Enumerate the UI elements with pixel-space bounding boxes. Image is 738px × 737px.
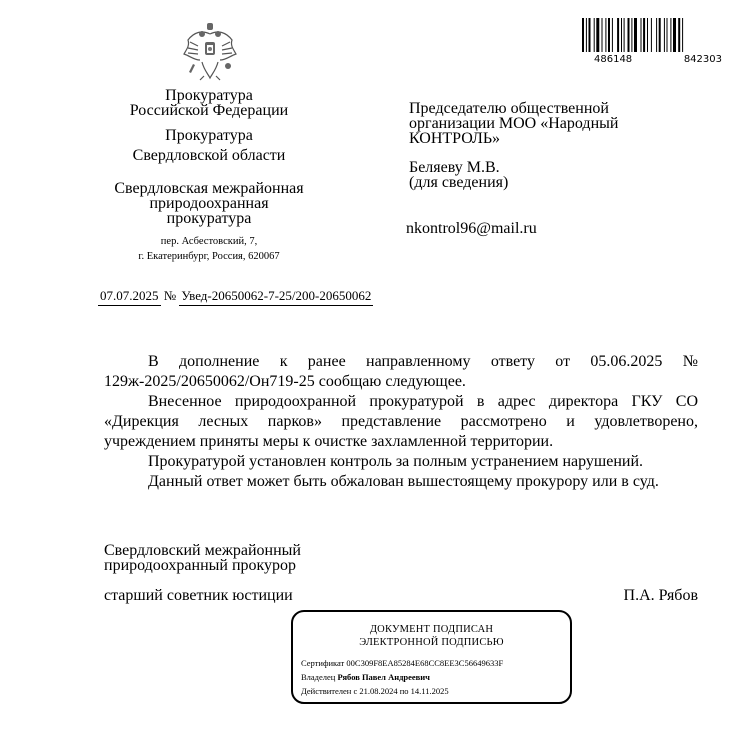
barcode-bar: [589, 18, 591, 52]
valid-from-label: с: [353, 686, 358, 696]
barcode-bar: [643, 18, 645, 52]
barcode-bar: [659, 18, 661, 52]
recipient-line: Председателю общественной: [409, 100, 609, 117]
valid-to: 14.11.2025: [410, 686, 449, 696]
recipient-name: Беляеву М.В.: [409, 159, 500, 176]
registration-date: 07.07.2025: [98, 288, 161, 306]
recipient-line: КОНТРОЛЬ»: [409, 130, 501, 147]
barcode-bar: [641, 18, 642, 52]
recipient-note: (для сведения): [409, 174, 509, 191]
barcode-bar: [617, 18, 619, 52]
sender-org-2: [98, 128, 320, 163]
barcode-bar: [656, 18, 657, 52]
signatory-name: П.А. Рябов: [623, 587, 698, 604]
barcode-bar: [647, 18, 648, 52]
address-line: г. Екатеринбург, Россия, 620067: [138, 251, 280, 262]
body-paragraph: В дополнение к ранее направленному ответу от 05.06.2025 № 129ж-2025/20650062/Он719-25 сообщаю следующее.: [104, 353, 698, 390]
registration-number: Увед-20650062-7-25/200-20650062: [179, 288, 373, 306]
valid-to-label: по: [399, 686, 409, 696]
valid-from: 21.08.2024: [359, 686, 398, 696]
signatory-position: [104, 543, 301, 573]
barcode-bar: [586, 18, 587, 52]
sender-line: прокуратура: [166, 210, 252, 227]
address-line: пер. Асбестовский, 7,: [160, 236, 258, 247]
number-sign: №: [163, 288, 177, 303]
stamp-title: [293, 623, 570, 649]
sender-line: Прокуратура: [165, 87, 253, 104]
electronic-signature-stamp: [291, 610, 572, 704]
barcode-bar: [651, 18, 652, 52]
barcode-bar: [682, 18, 683, 52]
stamp-validity: [301, 684, 570, 698]
valid-label: Действителен: [301, 686, 352, 696]
owner-label: Владелец: [301, 672, 336, 682]
registration-line: [98, 288, 373, 306]
body-paragraph: Данный ответ может быть обжалован вышестоящему прокурору или в суд.: [148, 473, 659, 490]
letter-body: [104, 352, 698, 492]
barcode-bar: [621, 18, 622, 52]
recipient-org: [409, 101, 709, 146]
sender-line: Свердловской области: [132, 147, 286, 164]
stamp-title-line: ДОКУМЕНТ ПОДПИСАН: [369, 624, 494, 635]
russian-coat-of-arms-icon: [180, 20, 240, 82]
barcode-digits-right: 842303: [683, 54, 722, 65]
recipient-line: организации МОО «Народный: [409, 115, 619, 132]
barcode-bar: [678, 18, 680, 52]
barcode-digits-left: 486148: [594, 54, 633, 65]
signatory-rank: старший советник юстиции: [104, 587, 293, 604]
barcode-bar: [612, 18, 613, 52]
cert-label: Сертификат: [301, 658, 345, 668]
stamp-certificate: [301, 656, 570, 670]
sender-line: Свердловская межрайонная: [114, 180, 304, 197]
recipient-email[interactable]: nkontrol96@mail.ru: [406, 220, 537, 237]
barcode-bar: [608, 18, 610, 52]
barcode-bar: [605, 18, 606, 52]
barcode-bar: [596, 18, 599, 52]
barcode-bar: [673, 18, 676, 52]
barcode-bar: [602, 18, 603, 52]
position-line: природоохранный прокурор: [104, 557, 297, 574]
barcode-icon: [582, 18, 722, 66]
barcode-bar: [594, 18, 595, 52]
sender-org-1: [98, 88, 320, 118]
stamp-owner: [301, 670, 570, 684]
barcode-bar: [667, 18, 668, 52]
sender-block: [98, 88, 320, 264]
stamp-title-line: ЭЛЕКТРОННОЙ ПОДПИСЬЮ: [359, 637, 504, 648]
recipient-person: [409, 160, 709, 190]
sender-line: Российской Федерации: [129, 102, 289, 119]
sender-address: [98, 234, 320, 264]
body-paragraph: Внесенное природоохранной прокуратурой в адрес директора ГКУ СО «Дирекция лесных парков» представление рассмотрено и удовлетворено, учреждением приняты меры к очистке захламленной территории.: [104, 393, 698, 450]
recipient-block: [409, 101, 709, 201]
barcode-bar: [634, 18, 637, 52]
sender-line: природоохранная: [149, 195, 269, 212]
body-paragraph: Прокуратурой установлен контроль за полным устранением нарушений.: [148, 453, 644, 470]
barcode-bar: [664, 18, 665, 52]
owner-value: Рябов Павел Андреевич: [337, 672, 430, 682]
cert-value: 00C309F8EA85284E68CC8EE3C56649633F: [346, 658, 504, 668]
sender-line: Прокуратура: [165, 127, 253, 144]
position-line: Свердловский межрайонный: [104, 542, 301, 559]
barcode-bar: [628, 18, 630, 52]
sender-org-3: [98, 181, 320, 226]
barcode-bar: [582, 18, 584, 52]
barcode-bar: [624, 18, 625, 52]
barcode-bar: [670, 18, 671, 52]
barcode-bar: [631, 18, 632, 52]
